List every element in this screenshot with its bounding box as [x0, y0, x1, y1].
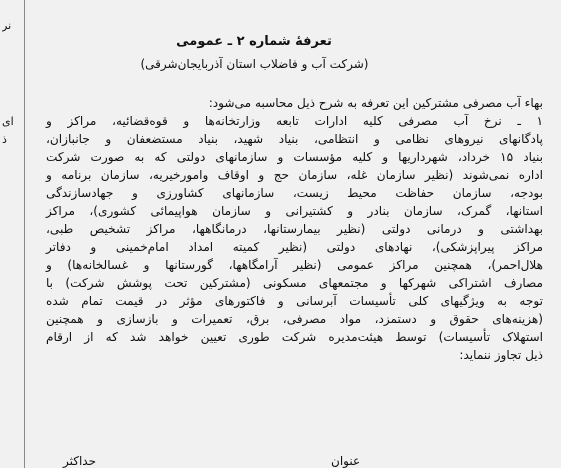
- tariff-title: تعرفهٔ شماره ۲ ـ عمومی: [176, 34, 332, 49]
- margin-fragment-3: ذ: [2, 134, 7, 146]
- margin-fragment-2: ای: [2, 116, 14, 128]
- margin-fragment-1: نر: [2, 20, 12, 32]
- table-heading-maximum: حداکثر: [63, 454, 97, 468]
- table-heading-title: عنوان: [331, 454, 361, 468]
- paragraph-line-4: بنیاد ۱۵ خرداد، شهرداریها و کلیه مؤسسات و سازمانهای دولتی که به صورت شرکت: [46, 150, 543, 164]
- paragraph-line-15: ذیل تجاوز ننماید:: [459, 348, 543, 362]
- paragraph-line-9: مراکز پیراپزشکی)، نهادهای دولتی (نظیر کمیته امداد امام‌خمینی و دفاتر: [46, 240, 543, 254]
- paragraph-line-6: بودجه، سازمان حفاظت محیط زیست، سازمانهای کشاورزی و جهادسازندگی: [46, 186, 543, 200]
- paragraph-line-2: ۱ ـ نرخ آب مصرفی کلیه ادارات تابعه وزارتخانه‌ها و قوه‌قضائیه، مراکز و: [46, 114, 543, 128]
- paragraph-line-7: استانها، گمرک، سازمان بنادر و کشتیرانی و سازمان هواپیمائی کشوری)، مراکز: [46, 204, 543, 218]
- paragraph-line-11: مصارف اشتراکی شهرکها و مجتمعهای مسکونی (مشترکین تحت پوشش شرکت) با: [46, 276, 543, 290]
- paragraph-line-3: پادگانهای نیروهای نظامی و انتظامی، بنیاد شهید، بنیاد مستضعفان و جانبازان،: [46, 132, 543, 146]
- tariff-subtitle: (شرکت آب و فاضلاب استان آذربایجان‌شرقی): [140, 57, 369, 71]
- paragraph-line-5: اداره نمی‌شوند (نظیر سازمان غله، سازمان حج و اوقاف وامورخیریه، سازمان برنامه و: [46, 168, 543, 182]
- paragraph-line-10: هلال‌احمر)، همچنین مراکز عمومی (نظیر آرامگاهها، گورستانها و غسالخانه‌ها) و: [46, 258, 543, 272]
- adjacent-page-margin: [0, 0, 25, 468]
- paragraph-line-13: (هزینه‌های حقوق و دستمزد، مواد مصرفی، برق، تعمیرات و بازسازی و همچنین: [46, 312, 543, 326]
- paragraph-line-12: توجه به ویژگیهای کلی تأسیسات آبرسانی و فاکتورهای مؤثر در قیمت تمام شده: [46, 294, 543, 308]
- paragraph-line-1: بهاء آب مصرفی مشترکین این تعرفه به شرح ذیل محاسبه می‌شود:: [208, 96, 543, 110]
- paragraph-line-8: بهداشتی و درمانی دولتی (نظیر بیمارستانها، درمانگاهها، مراکز تشخیص طبی،: [46, 222, 543, 236]
- paragraph-line-14: استهلاک تأسیسات) توسط هیئت‌مدیره شرکت طوری تعیین خواهد شد که از ارقام: [46, 330, 543, 344]
